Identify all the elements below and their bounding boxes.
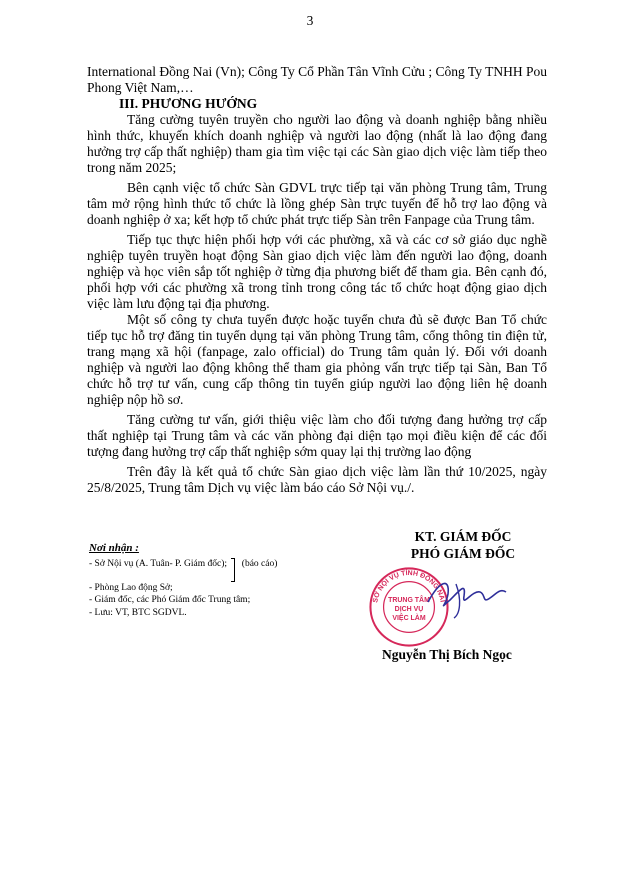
paragraph-company-list: International Đồng Nai (Vn); Công Ty Cổ Phần Tân Vĩnh Cửu ; Công Ty TNHH Pou Phong Việt Nam,…: [87, 64, 547, 95]
svg-text:DỊCH VỤ: DỊCH VỤ: [394, 606, 424, 614]
paragraph-support: Một số công ty chưa tuyển được hoặc tuyển chưa đủ sẽ được Ban Tổ chức tiếp tục hỗ trợ đăng tin tuyển dụng tại văn phòng Trung tâm, cổng thông tin điện tử, trang mạng xã hội (fanpage, zalo official) do Trung tâm quản lý. Đối với doanh nghiệp và người lao động không thể tham gia phỏng vấn trực tiếp tại Sàn, Ban Tổ chức hỗ trợ tư vấn, cung cấp thông tin tuyển giúp người lao động liên hệ doanh nghiệp nộp hồ sơ.: [87, 312, 547, 407]
recipients-note: (báo cáo): [241, 558, 278, 569]
paragraph-online-fair: Bên cạnh việc tổ chức Sàn GDVL trực tiếp tại văn phòng Trung tâm, Trung tâm mở rộng hình thức tổ chức là lồng ghép Sàn trực tuyến để hỗ trợ lao động và doanh nghiệp ở xa; kết hợp tổ chức phát trực tiếp Sàn trên Fanpage của Trung tâm.: [87, 180, 547, 227]
signature-title-line1: KT. GIÁM ĐỐC: [414, 529, 512, 544]
paragraph-propaganda: Tăng cường tuyên truyền cho người lao động và doanh nghiệp bằng nhiều hình thức, khuyến khích doanh nghiệp và người lao động (nhất là lao động đang hưởng trợ cấp thất nghiệp) tham gia tìm việc tại các Sàn giao dịch việc làm tiếp theo trong năm 2025;: [87, 112, 547, 175]
signature-title-line2: PHÓ GIÁM ĐỐC: [410, 546, 516, 561]
signature-block: [368, 528, 558, 562]
recipients-block: [89, 542, 379, 619]
recipient-item: - Phòng Lao động Sở;: [89, 582, 173, 593]
paragraph-coordination: Tiếp tục thực hiện phối hợp với các phường, xã và các cơ sở giáo dục nghề nghiệp tuyên truyền hoạt động Sàn giao dịch việc làm đến người lao động, doanh nghiệp và học viên sắp tốt nghiệp ở từng địa phương biết để tham gia. Bên cạnh đó, phối hợp với các phường xã trong tỉnh trong công tác tổ chức hoạt động giao dịch việc làm lưu động tại địa phương.: [87, 232, 547, 311]
recipient-item: - Giám đốc, các Phó Giám đốc Trung tâm;: [89, 595, 251, 605]
handwritten-signature: [420, 570, 510, 620]
svg-text:VIỆC LÀM: VIỆC LÀM: [392, 615, 426, 623]
page-number: 3: [306, 13, 314, 28]
svg-text:SỞ NỘI VỤ TỈNH ĐỒNG NAI: SỞ NỘI VỤ TỈNH ĐỒNG NAI: [372, 569, 446, 604]
document-body: [87, 64, 547, 496]
paragraph-conclusion: Trên đây là kết quả tổ chức Sàn giao dịch việc làm lần thứ 10/2025, ngày 25/8/2025, Trung tâm Dịch vụ việc làm báo cáo Sở Nội vụ./.: [87, 464, 547, 495]
recipient-item: - Lưu: VT, BTC SGDVL.: [89, 607, 187, 618]
svg-text:TRUNG TÂM: TRUNG TÂM: [388, 597, 430, 605]
recipient-item: - Sở Nội vụ (A. Tuân- P. Giám đốc); (báo cáo): [89, 558, 379, 582]
paragraph-consulting: Tăng cường tư vấn, giới thiệu việc làm cho đối tượng đang hưởng trợ cấp thất nghiệp tại Trung tâm và các văn phòng đại diện tạo mọi điều kiện để các đối tượng đang hưởng trợ cấp thất nghiệp sớm quay lại thị trường lao động: [87, 412, 547, 459]
bracket-icon: [231, 558, 235, 582]
section-heading: III. PHƯƠNG HƯỚNG: [119, 96, 258, 111]
signer-name: Nguyễn Thị Bích Ngọc: [382, 647, 512, 662]
recipients-title: Nơi nhận :: [89, 542, 139, 554]
